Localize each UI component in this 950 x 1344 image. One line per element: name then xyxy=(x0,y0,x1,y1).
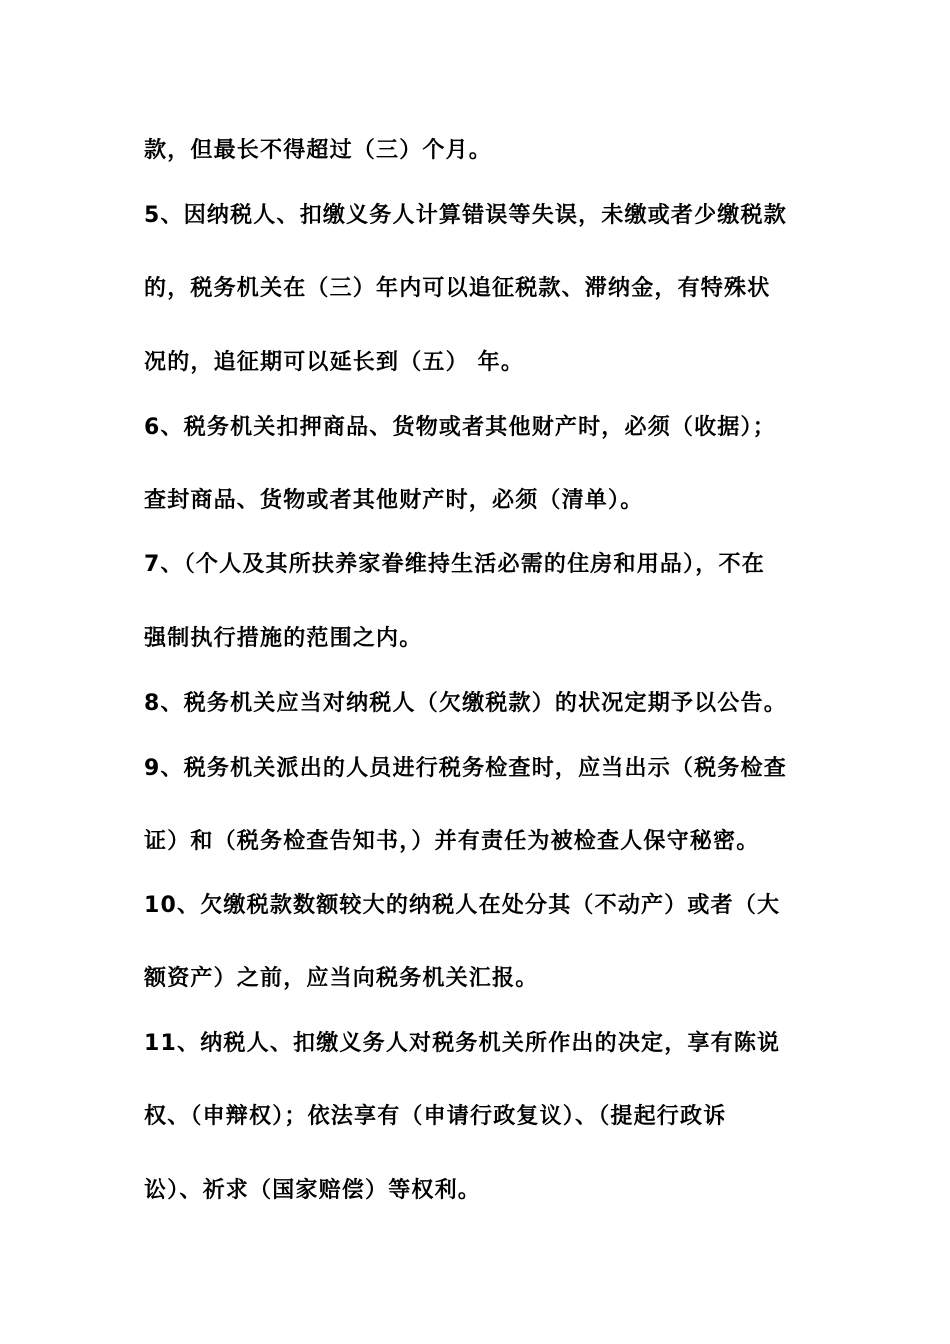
text-line-6: 查封商品、货物或者其他财产时，必须（清单）。 xyxy=(144,488,644,513)
text-line-14: 11、纳税人、扣缴义务人对税务机关所作出的决定，享有陈说 xyxy=(144,1031,781,1056)
text-line-15: 权、（申辩权）；依法享有（申请行政复议）、（提起行政诉 xyxy=(144,1104,727,1129)
text-line-8: 强制执行措施的范围之内。 xyxy=(144,626,423,651)
text-line-1: 款，但最长不得超过（三）个月。 xyxy=(144,138,493,163)
text-line-12: 10、欠缴税款数额较大的纳税人在处分其（不动产）或者（大 xyxy=(144,893,781,918)
text-line-9: 8、税务机关应当对纳税人（欠缴税款）的状况定期予以公告。 xyxy=(144,691,787,716)
text-line-7: 7、（个人及其所扶养家眷维持生活必需的住房和用品），不在 xyxy=(144,552,765,577)
text-line-16: 讼）、祈求（国家赔偿）等权利。 xyxy=(144,1178,482,1203)
text-line-3: 的，税务机关在（三）年内可以追征税款、滞纳金，有特殊状 xyxy=(144,276,771,301)
text-line-13: 额资产）之前，应当向税务机关汇报。 xyxy=(144,966,539,991)
text-line-5: 6、税务机关扣押商品、货物或者其他财产时，必须（收据）； xyxy=(144,415,776,440)
text-line-11: 证）和（税务检查告知书，）并有责任为被检查人保守秘密。 xyxy=(144,829,760,854)
text-line-10: 9、税务机关派出的人员进行税务检查时，应当出示（税务检查 xyxy=(144,756,787,781)
text-line-4: 况的，追征期可以延长到（五） 年。 xyxy=(144,350,525,375)
text-line-2: 5、因纳税人、扣缴义务人计算错误等失误，未缴或者少缴税款 xyxy=(144,203,787,228)
